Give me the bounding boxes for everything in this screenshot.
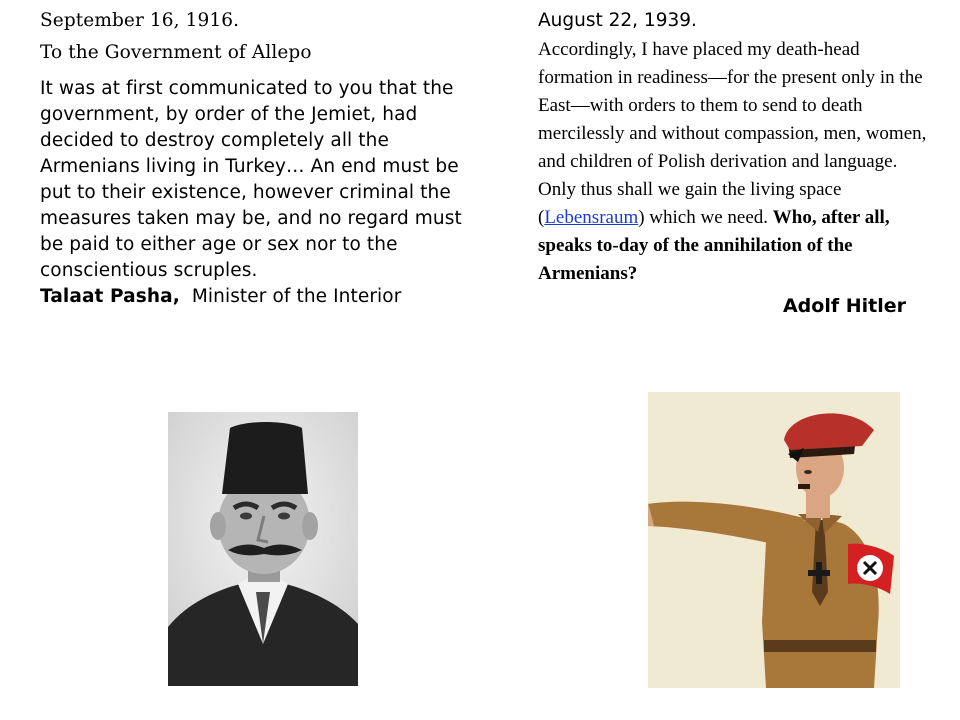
hitler-quote-text: Accordingly, I have placed my death-head formation in readiness—for the present only in the East—with orders to them to send to death mercilessly and without compassion, men, women, and children of Polish derivation and language. Only thus shall we gain the living space (: [538, 39, 927, 228]
lebensraum-link[interactable]: Lebensraum: [544, 207, 639, 228]
talaat-quote-body: It was at first communicated to you that the government, by order of the Jemiet, had decided to destroy completely all the Armenians living in Turkey… An end must be put to their existence, however criminal the measures taken may be, and no regard must be paid to either age or sex nor to the conscientious scruples.: [40, 78, 462, 281]
talaat-signature: [40, 284, 480, 310]
hitler-date: August 22, 1939.: [538, 10, 697, 31]
hitler-quote-column: [538, 8, 938, 320]
talaat-date: September 16, 1916.: [40, 10, 240, 31]
hitler-portrait: [648, 392, 900, 688]
talaat-portrait-illustration: [168, 412, 358, 686]
talaat-name: Talaat Pasha,: [40, 286, 180, 307]
talaat-quote-column: [40, 8, 480, 310]
hitler-quote-bold: Who, after all, speaks to-day of the annihilation of the Armenians?: [538, 207, 890, 284]
talaat-title: Minister of the Interior: [191, 286, 402, 307]
hitler-author: Adolf Hitler: [782, 295, 906, 317]
hitler-quote-text-after: ) which we need.: [638, 207, 773, 228]
talaat-recipient: To the Government of Allepo: [40, 42, 312, 63]
hitler-quote-body: [538, 36, 938, 288]
hitler-portrait-illustration: [648, 392, 900, 688]
talaat-pasha-portrait: [168, 412, 358, 686]
